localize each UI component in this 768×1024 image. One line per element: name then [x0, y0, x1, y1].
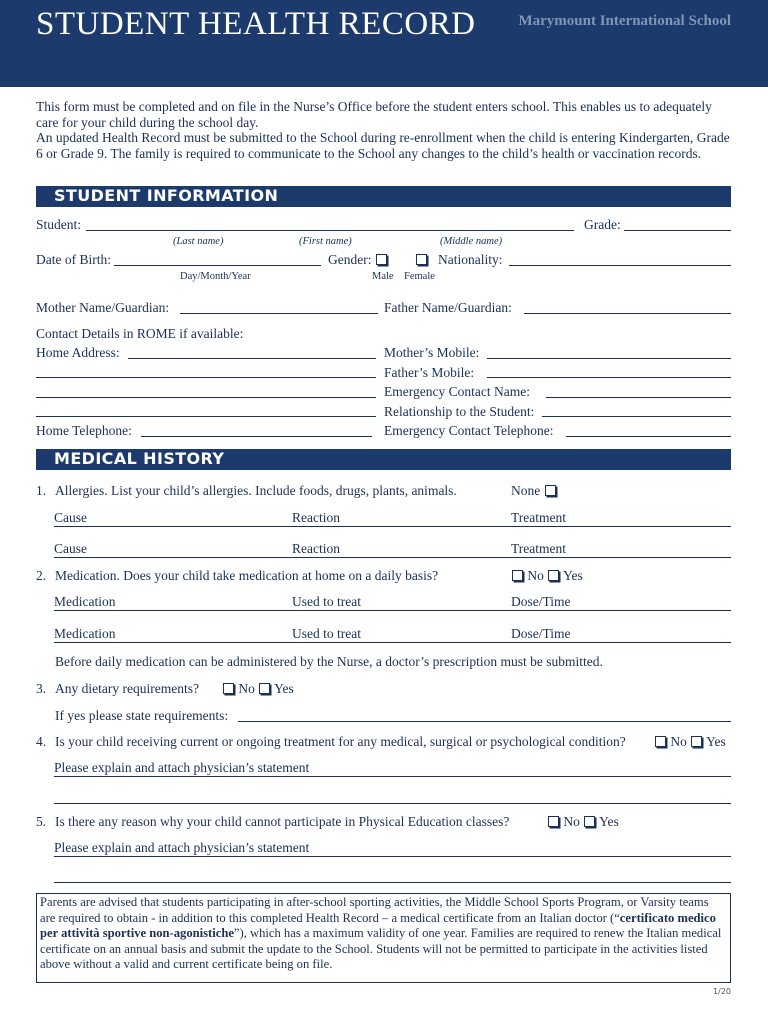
medical-history-heading-text: MEDICAL HISTORY [54, 449, 225, 468]
school-name: Marymount International School [518, 13, 731, 29]
medication-label: Medication [54, 626, 116, 641]
sports-certificate-notice [36, 893, 731, 983]
q4-yes-label: Yes [706, 734, 726, 749]
notice-text-after: ”), which has a maximum validity of one year. Families are required to renew the Italian medical certificate on an annual basis and submit the update to the School. Students will not be permitted to participate in the activities listed above without a valid and current certificate being on file. [40, 926, 722, 972]
nationality-field[interactable] [509, 265, 731, 266]
student-label: Student: [36, 217, 82, 232]
student-information-heading [36, 186, 731, 207]
gender-label [328, 252, 428, 268]
home-address-label: Home Address: [36, 345, 120, 360]
q5-yes-label: Yes [599, 814, 619, 829]
medication-row-1[interactable] [54, 594, 731, 611]
q5-no-label: No [563, 814, 580, 829]
q5-yes-checkbox[interactable] [584, 816, 595, 827]
last-name-caption: (Last name) [173, 236, 224, 247]
dob-label: Date of Birth: [36, 252, 111, 267]
student-name-field[interactable] [86, 230, 574, 231]
mother-mobile-label: Mother’s Mobile: [384, 345, 480, 360]
q4-no-label: No [670, 734, 687, 749]
q3-number: 3. [36, 681, 47, 696]
allergy-row-2[interactable] [54, 541, 731, 558]
allergy-treatment-label: Treatment [511, 510, 566, 525]
contact-details-label: Contact Details in ROME if available: [36, 326, 244, 341]
page-title: STUDENT HEALTH RECORD [36, 6, 476, 42]
dose-time-label: Dose/Time [511, 594, 571, 609]
q5-number: 5. [36, 814, 47, 829]
middle-name-caption: (Middle name) [440, 236, 503, 247]
nationality-label: Nationality: [438, 252, 503, 267]
page-number: 1/20 [713, 987, 731, 996]
medication-note: Before daily medication can be administered by the Nurse, a doctor’s prescription must be submitted. [55, 654, 603, 669]
medical-history-heading [36, 449, 731, 470]
emergency-contact-name-label: Emergency Contact Name: [384, 384, 530, 399]
dob-format-caption: Day/Month/Year [180, 271, 251, 282]
q2-number: 2. [36, 568, 47, 583]
q3-options [222, 681, 294, 697]
q2-no-label: No [527, 568, 544, 583]
q2-yes-checkbox[interactable] [548, 570, 559, 581]
emergency-contact-telephone-field[interactable] [566, 436, 731, 437]
allergy-treatment-label: Treatment [511, 541, 566, 556]
home-address-field-2[interactable] [36, 377, 376, 378]
q5-followup-label: Please explain and attach physician’s statement [54, 840, 310, 855]
q3-no-label: No [238, 681, 255, 696]
q5-options [547, 814, 619, 830]
medication-row-2[interactable] [54, 626, 731, 643]
mother-name-label: Mother Name/Guardian: [36, 300, 170, 315]
q3-text: Any dietary requirements? [55, 681, 199, 696]
q3-yes-checkbox[interactable] [259, 683, 270, 694]
emergency-contact-name-field[interactable] [546, 397, 731, 398]
q1-none-label: None [511, 483, 541, 498]
used-to-treat-label: Used to treat [292, 626, 361, 641]
allergy-reaction-label: Reaction [292, 541, 340, 556]
intro-text [36, 99, 736, 162]
notice-text-before: Parents are advised that students participating in after-school sporting activities, the Middle School Sports Program, or Varsity teams are required to obtain - in addition to this completed Health Record – a medical certificate from an Italian doctor (“ [40, 895, 709, 925]
home-address-field-1[interactable] [128, 358, 376, 359]
q1-none-checkbox[interactable] [545, 485, 556, 496]
home-telephone-field[interactable] [141, 436, 372, 437]
allergy-reaction-label: Reaction [292, 510, 340, 525]
medication-label: Medication [54, 594, 116, 609]
mother-mobile-field[interactable] [487, 358, 731, 359]
intro-paragraph-2: An updated Health Record must be submitted to the School during re-enrollment when the child is entering Kindergarten, Grade 6 or Grade 9. The family is required to communicate to the School any changes to the child’s health or vaccination records. [36, 130, 730, 162]
q5-text: Is there any reason why your child cannot participate in Physical Education classes? [55, 814, 510, 829]
first-name-caption: (First name) [299, 236, 352, 247]
father-name-field[interactable] [524, 313, 731, 314]
dose-time-label: Dose/Time [511, 626, 571, 641]
home-telephone-label: Home Telephone: [36, 423, 132, 438]
q5-no-checkbox[interactable] [548, 816, 559, 827]
father-name-label: Father Name/Guardian: [384, 300, 512, 315]
gender-male-checkbox[interactable] [376, 254, 387, 265]
q4-explain-field-1[interactable] [54, 760, 731, 777]
relationship-label: Relationship to the Student: [384, 404, 535, 419]
home-address-field-4[interactable] [36, 416, 376, 417]
header-banner [0, 0, 768, 87]
emergency-contact-telephone-label: Emergency Contact Telephone: [384, 423, 554, 438]
notice-certificate-name: certificato medico per attività sportive non-agonistiche [40, 910, 716, 941]
grade-label: Grade: [584, 217, 621, 232]
dietary-requirements-field[interactable] [238, 721, 731, 722]
q1-text: Allergies. List your child’s allergies. Include foods, drugs, plants, animals. [55, 483, 457, 498]
allergy-row-1[interactable] [54, 510, 731, 527]
home-address-field-3[interactable] [36, 397, 376, 398]
gender-label-text: Gender: [328, 252, 372, 267]
dob-field[interactable] [114, 265, 321, 266]
q4-followup-label: Please explain and attach physician’s statement [54, 760, 310, 775]
gender-female-checkbox[interactable] [416, 254, 427, 265]
q1-none-option [511, 483, 557, 499]
student-information-heading-text: STUDENT INFORMATION [54, 186, 279, 205]
father-mobile-field[interactable] [487, 377, 731, 378]
father-mobile-label: Father’s Mobile: [384, 365, 475, 380]
mother-name-field[interactable] [180, 313, 378, 314]
q4-explain-field-2[interactable] [54, 803, 731, 804]
q4-number: 4. [36, 734, 47, 749]
grade-field[interactable] [624, 230, 731, 231]
intro-paragraph-1: This form must be completed and on file in the Nurse’s Office before the student enters school. This enables us to adequately care for your child during the school day. [36, 99, 712, 130]
q1-number: 1. [36, 483, 47, 498]
q3-no-checkbox[interactable] [223, 683, 234, 694]
q4-yes-checkbox[interactable] [691, 736, 702, 747]
q2-text: Medication. Does your child take medication at home on a daily basis? [55, 568, 439, 583]
q5-explain-field-1[interactable] [54, 840, 731, 857]
allergy-cause-label: Cause [54, 510, 87, 525]
used-to-treat-label: Used to treat [292, 594, 361, 609]
male-caption: Male [372, 271, 394, 282]
female-caption: Female [404, 271, 435, 282]
q4-options [654, 734, 726, 750]
q3-yes-label: Yes [274, 681, 294, 696]
q5-explain-field-2[interactable] [54, 882, 731, 883]
relationship-field[interactable] [542, 416, 731, 417]
q3-followup-label: If yes please state requirements: [55, 708, 229, 723]
q4-text: Is your child receiving current or ongoing treatment for any medical, surgical or psychological condition? [55, 734, 626, 749]
q2-options [511, 568, 583, 584]
q2-yes-label: Yes [563, 568, 583, 583]
allergy-cause-label: Cause [54, 541, 87, 556]
q2-no-checkbox[interactable] [512, 570, 523, 581]
q4-no-checkbox[interactable] [655, 736, 666, 747]
